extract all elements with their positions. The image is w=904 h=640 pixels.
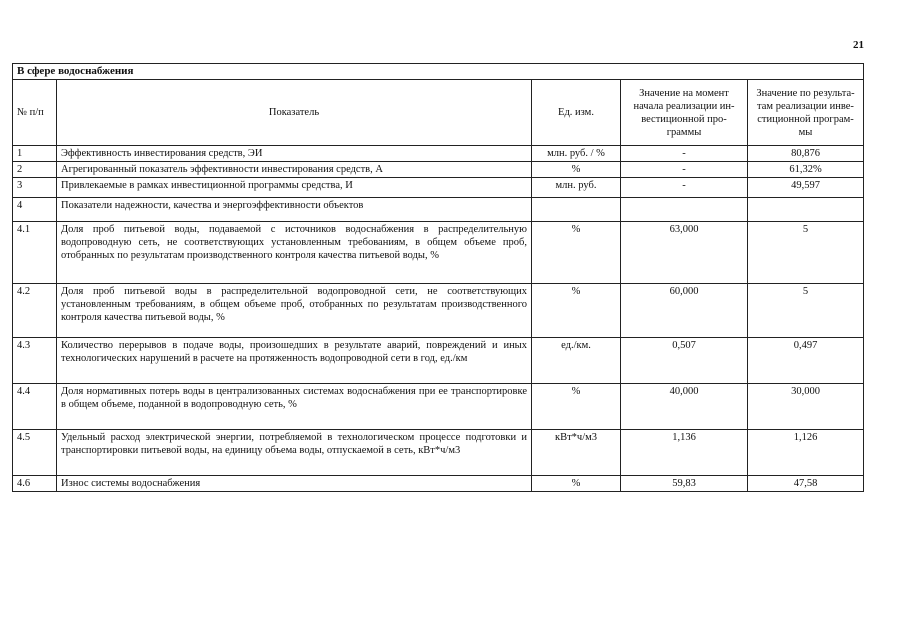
row-unit: млн. руб. [532, 178, 621, 198]
row-indicator: Доля проб питьевой воды в распределительной водопроводной сети, не соответствующих установленным требованиям, в общем объеме проб, отобранных по результатам производственного контроля качества питьевой воды, % [57, 284, 532, 338]
row-num: 4.4 [13, 384, 57, 430]
row-num: 4 [13, 198, 57, 222]
table-row [13, 162, 864, 178]
row-indicator: Эффективность инвестирования средств, ЭИ [57, 146, 532, 162]
row-end-value: 30,000 [748, 384, 864, 430]
row-indicator: Привлекаемые в рамках инвестиционной программы средства, И [57, 178, 532, 198]
header-num: № п/п [13, 80, 57, 146]
row-unit: млн. руб. / % [532, 146, 621, 162]
table-row [13, 146, 864, 162]
row-unit: % [532, 476, 621, 492]
table-row [13, 476, 864, 492]
row-indicator: Доля проб питьевой воды, подаваемой с источников водоснабжения в распределительную водопроводную сеть, не соответствующих установленным требованиям, в общем объеме проб, отобранных по результатам производственного контроля качества питьевой воды, % [57, 222, 532, 284]
row-end-value: 1,126 [748, 430, 864, 476]
row-num: 4.6 [13, 476, 57, 492]
row-indicator: Количество перерывов в подаче воды, произошедших в результате аварий, повреждений и иных технологических нарушений в расчете на протяженность водопроводной сети в год, ед./км [57, 338, 532, 384]
section-row [13, 64, 864, 80]
row-num: 4.3 [13, 338, 57, 384]
row-end-value: 80,876 [748, 146, 864, 162]
row-unit: % [532, 162, 621, 178]
row-start-value: 59,83 [621, 476, 748, 492]
row-num: 4.5 [13, 430, 57, 476]
table-row [13, 222, 864, 284]
section-title: В сфере водоснабжения [13, 64, 864, 80]
row-unit: % [532, 222, 621, 284]
table-row [13, 430, 864, 476]
row-num: 1 [13, 146, 57, 162]
header-unit: Ед. изм. [532, 80, 621, 146]
row-unit: ед./км. [532, 338, 621, 384]
table-row [13, 178, 864, 198]
header-indicator: Показатель [57, 80, 532, 146]
row-start-value: - [621, 162, 748, 178]
row-indicator: Удельный расход электрической энергии, потребляемой в технологическом процессе подготовки и транспортировки питьевой воды, на единицу объема воды, отпускаемой в сеть, кВт*ч/м3 [57, 430, 532, 476]
table-row [13, 198, 864, 222]
row-start-value: 1,136 [621, 430, 748, 476]
row-indicator: Износ системы водоснабжения [57, 476, 532, 492]
row-num: 4.1 [13, 222, 57, 284]
row-end-value: 0,497 [748, 338, 864, 384]
row-unit: % [532, 284, 621, 338]
row-num: 4.2 [13, 284, 57, 338]
row-num: 2 [13, 162, 57, 178]
table-row [13, 338, 864, 384]
row-start-value [621, 198, 748, 222]
table-row [13, 284, 864, 338]
row-unit: кВт*ч/м3 [532, 430, 621, 476]
row-end-value: 5 [748, 222, 864, 284]
header-row [13, 80, 864, 146]
row-end-value [748, 198, 864, 222]
row-start-value: 40,000 [621, 384, 748, 430]
header-start-value: Значение на момент начала реализации ин-вестиционной про-граммы [621, 80, 748, 146]
row-start-value: 63,000 [621, 222, 748, 284]
row-indicator: Доля нормативных потерь воды в централизованных системах водоснабжения при ее транспортировке в общем объеме, поданной в водопроводную сеть, % [57, 384, 532, 430]
row-unit: % [532, 384, 621, 430]
row-unit [532, 198, 621, 222]
row-end-value: 5 [748, 284, 864, 338]
row-start-value: - [621, 146, 748, 162]
row-end-value: 61,32% [748, 162, 864, 178]
row-indicator: Показатели надежности, качества и энергоэффективности объектов [57, 198, 532, 222]
page-number: 21 [853, 39, 864, 51]
row-end-value: 49,597 [748, 178, 864, 198]
row-start-value: - [621, 178, 748, 198]
indicators-table [12, 63, 864, 492]
row-indicator: Агрегированный показатель эффективности инвестирования средств, А [57, 162, 532, 178]
row-start-value: 0,507 [621, 338, 748, 384]
table-row [13, 384, 864, 430]
row-num: 3 [13, 178, 57, 198]
row-start-value: 60,000 [621, 284, 748, 338]
header-end-value: Значение по результа-там реализации инве-стиционной програм-мы [748, 80, 864, 146]
row-end-value: 47,58 [748, 476, 864, 492]
